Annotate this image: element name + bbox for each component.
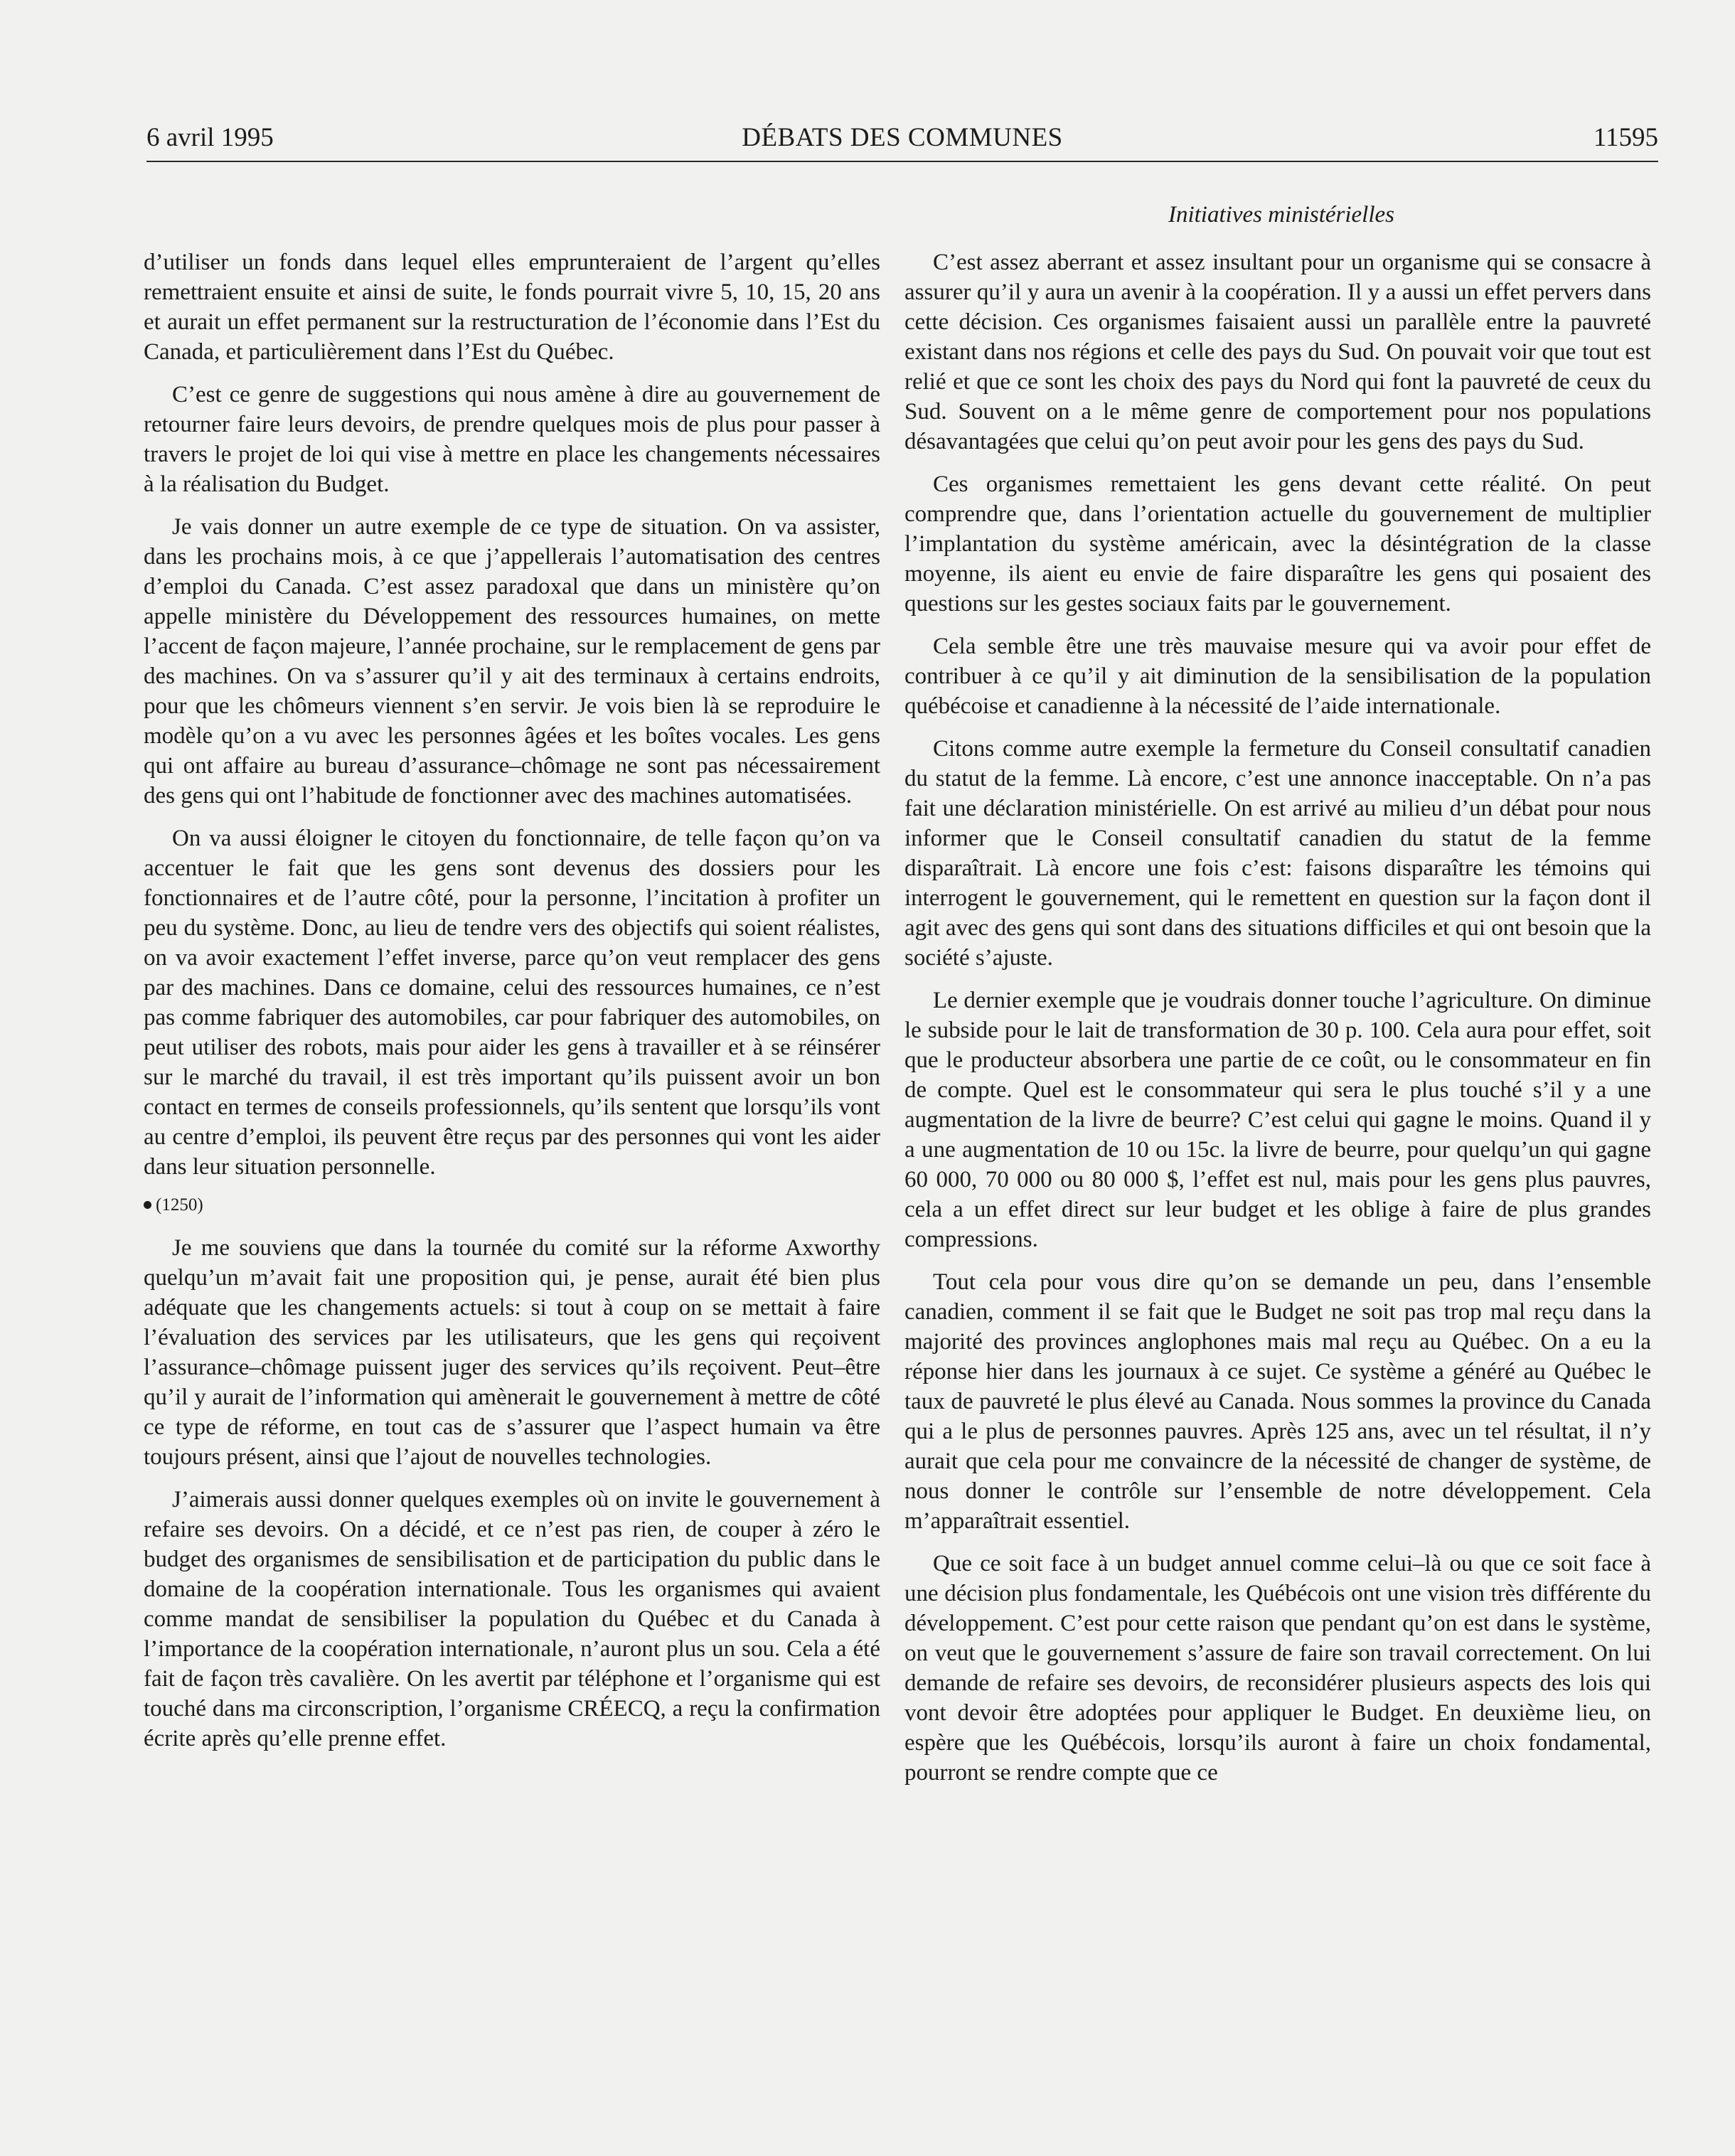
section-label: Initiatives ministérielles	[1168, 202, 1395, 228]
bullet-icon	[144, 1201, 151, 1209]
paragraph: C’est assez aberrant et assez insultant pour un organisme qui se consacre à assurer qu’il y aura un avenir à la coopération. Il y a aussi un effet pervers dans cette décision. Ces organismes faisaient aussi un parallèle entre la pauvreté existant dans nos régions et celle des pays du Sud. On pouvait voir que tout est relié et que ce sont les choix des pays du Nord qui font la pauvreté de ceux du Sud. Souvent on a le même genre de comportement pour nos populations désavantagées que celui qu’on peut avoir pour les gens des pays du Sud.	[904, 250, 1651, 454]
paragraph: J’aimerais aussi donner quelques exemples où on invite le gouvernement à refaire ses devoirs. On a décidé, et ce n’est pas rien, de couper à zéro le budget des organismes de sensibilisation et de participation du public dans le domaine de la coopération internationale. Tous les organismes qui avaient comme mandat de sensibiliser la population du Québec et du Canada à l’importance de la coopération internationale, n’auront plus un sou. Cela a été fait de façon très cavalière. On les avertit par téléphone et l’organisme qui est touché dans ma circonscription, l’organisme CRÉECQ, a reçu la confirmation écrite après qu’elle prenne effet.	[144, 1487, 880, 1751]
paragraph: d’utiliser un fonds dans lequel elles emprunteraient de l’argent qu’elles remettraient ensuite et ainsi de suite, le fonds pourrait vivre 5, 10, 15, 20 ans et aurait un effet permanent sur la restructuration de l’économie dans l’Est du Canada, et particulièrement dans l’Est du Québec.	[144, 250, 880, 365]
time-marker	[144, 1195, 880, 1216]
right-column	[904, 247, 1651, 1800]
paragraph: On va aussi éloigner le citoyen du fonctionnaire, de telle façon qu’on va accentuer le fait que les gens sont devenus des dossiers pour les fonctionnaires et de l’autre côté, pour la personne, l’incitation à profiter un peu du système. Donc, au lieu de tendre vers des objectifs qui soient réalistes, on va avoir exactement l’effet inverse, parce qu’on veut remplacer des gens par des machines. Dans ce domaine, celui des ressources humaines, ce n’est pas comme fabriquer des automobiles, car pour fabriquer des automobiles, on peut utiliser des robots, mais pour aider les gens à travailler et à se réinsérer sur le marché du travail, il est très important qu’ils puissent avoir un bon contact en termes de conseils professionnels, qu’ils sentent que lorsqu’ils vont au centre d’emploi, ils peuvent être reçus par des personnes qui vont les aider dans leur situation personnelle.	[144, 826, 880, 1180]
paragraph: Tout cela pour vous dire qu’on se demande un peu, dans l’ensemble canadien, comment il se fait que le Budget ne soit pas trop mal reçu dans la majorité des provinces anglophones mais mal reçu au Québec. On a eu la réponse hier dans les journaux à ce sujet. Ce système a généré au Québec le taux de pauvreté le plus élevé au Canada. Nous sommes la province du Canada qui a le plus de personnes pauvres. Après 125 ans, avec un tel résultat, il n’y aurait que cela pour me convaincre de la nécessité de changer de système, de nous donner le contrôle sur l’ensemble de notre développement. Cela m’apparaîtrait essentiel.	[904, 1269, 1651, 1534]
page-header	[146, 122, 1658, 162]
paragraph: Citons comme autre exemple la fermeture du Conseil consultatif canadien du statut de la femme. Là encore, c’est une annonce inacceptable. On n’a pas fait une déclaration ministérielle. On est arrivé au milieu d’un débat pour nous informer que le Conseil consultatif canadien du statut de la femme disparaîtrait. Là encore une fois c’est: faisons disparaître les témoins qui interrogent le gouvernement, qui le remettent en question sur la façon dont il agit avec des gens qui sont dans des situations difficiles et qui ont besoin que la société s’ajuste.	[904, 736, 1651, 971]
paragraph: Cela semble être une très mauvaise mesure qui va avoir pour effet de contribuer à ce qu’il y ait diminution de la sensibilisation de la population québécoise et canadienne à la nécessité de l’aide internationale.	[904, 634, 1651, 719]
paragraph: Je vais donner un autre exemple de ce type de situation. On va assister, dans les prochains mois, à ce que j’appellerais l’automatisation des centres d’emploi du Canada. C’est assez paradoxal que dans un ministère qu’on appelle ministère du Développement des ressources humaines, on mette l’accent de façon majeure, l’année prochaine, sur le remplacement de gens par des machines. On va s’assurer qu’il y ait des terminaux à certains endroits, pour que les chômeurs viennent s’en servir. Je vois bien là se reproduire le modèle qu’on a vu avec les personnes âgées et les boîtes vocales. Les gens qui ont affaire au bureau d’assurance–chômage ne sont pas nécessairement des gens qui ont l’habitude de fonctionner avec des machines automatisées.	[144, 514, 880, 808]
paragraph: Le dernier exemple que je voudrais donner touche l’agriculture. On diminue le subside pour le lait de transformation de 30 p. 100. Cela aura pour effet, soit que le producteur absorbera une partie de ce coût, ou le consommateur en fin de compte. Quel est le consommateur qui sera le plus touché s’il y a une augmentation de la livre de beurre? C’est celui qui gagne le moins. Quand il y a une augmentation de 10 ou 15c. la livre de beurre, pour quelqu’un qui gagne 60 000, 70 000 ou 80 000 $, l’effet est nul, mais pour les gens plus pauvres, cela a un effet direct sur leur budget et les oblige à faire de plus grandes compressions.	[904, 988, 1651, 1252]
paragraph: Que ce soit face à un budget annuel comme celui–là ou que ce soit face à une décision plus fondamentale, les Québécois ont une vision très différente du développement. C’est pour cette raison que pendant qu’on est dans le système, on veut que le gouvernement s’assure de faire son travail correctement. On lui demande de refaire ses devoirs, de reconsidérer plusieurs aspects des lois qui vont devoir être adoptées pour appliquer le Budget. En deuxième lieu, on espère que les Québécois, lorsqu’ils auront à faire un choix fondamental, pourront se rendre compte que ce	[904, 1551, 1651, 1786]
left-column	[144, 247, 880, 1766]
time-marker-text: (1250)	[156, 1195, 203, 1215]
paragraph: Je me souviens que dans la tournée du comité sur la réforme Axworthy quelqu’un m’avait fait une proposition qui, je pense, aurait été bien plus adéquate que les changements actuels: si tout à coup on se mettait à faire l’évaluation des services par les utilisateurs, que les gens qui reçoivent l’assurance–chômage puissent juger des services qu’ils reçoivent. Peut–être qu’il y aurait de l’information qui amènerait le gouvernement à mettre de côté ce type de réforme, en tout cas de s’assurer que l’aspect humain va être toujours présent, ainsi que l’ajout de nouvelles technologies.	[144, 1235, 880, 1470]
header-date: 6 avril 1995	[146, 123, 274, 152]
header-title: DÉBATS DES COMMUNES	[742, 123, 1063, 152]
paragraph: Ces organismes remettaient les gens devant cette réalité. On peut comprendre que, dans l’orientation actuelle du gouvernement de multiplier l’implantation du système américain, avec la désintégration de la classe moyenne, ils aient eu envie de faire disparaître les gens qui posaient des questions sur les gestes sociaux faits par le gouvernement.	[904, 471, 1651, 617]
paragraph: C’est ce genre de suggestions qui nous amène à dire au gouvernement de retourner faire leurs devoirs, de prendre quelques mois de plus pour passer à travers le projet de loi qui vise à mettre en place les changements nécessaires à la réalisation du Budget.	[144, 382, 880, 497]
header-page-number: 11595	[1593, 123, 1658, 152]
